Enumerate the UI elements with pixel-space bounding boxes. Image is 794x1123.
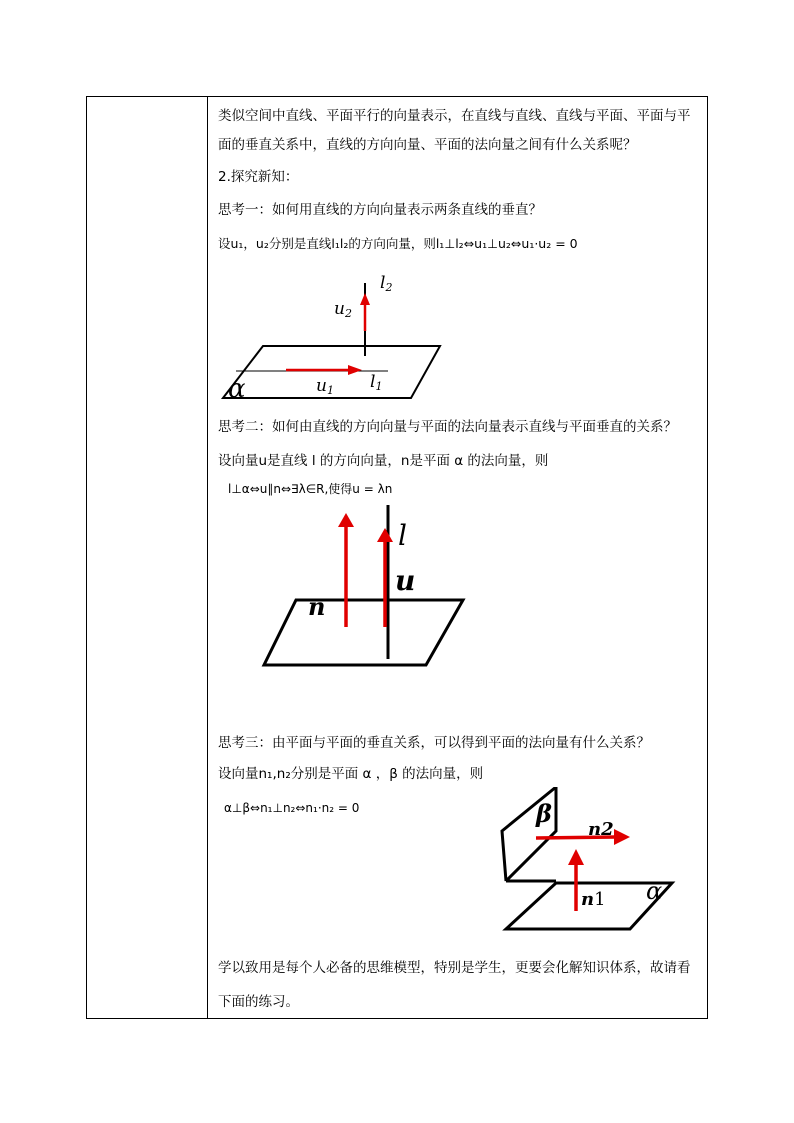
figure-2 [238, 505, 478, 670]
think3-desc: 设向量n₁,n₂分别是平面 α ，β 的法向量，则 [218, 766, 484, 782]
label-beta: β [536, 799, 552, 828]
think1-title: 思考一：如何用直线的方向向量表示两条直线的垂直？ [218, 202, 542, 218]
vector-n1-head [568, 849, 584, 865]
outro-line-2: 下面的练习。 [218, 994, 299, 1010]
lesson-table [86, 96, 708, 1019]
vector-n2-head [614, 829, 630, 845]
label-l1: l1 [370, 372, 383, 393]
think3-title: 思考三：由平面与平面的垂直关系，可以得到平面的法向量有什么关系？ [218, 735, 650, 751]
label-u: u [395, 564, 416, 597]
vector-u1-head [348, 365, 362, 375]
figure-1 [218, 269, 458, 409]
content-cell [218, 97, 704, 1018]
think1-formula: 设u₁，u₂分别是直线l₁l₂的方向向量，则l₁⊥l₂⇔u₁⊥u₂⇔u₁·u₂ = 0 [218, 236, 578, 251]
outro-line-1: 学以致用是每个人必备的思维模型，特别是学生，更要会化解知识体系，故请看 [218, 960, 691, 976]
label-n1: n1 [581, 889, 606, 910]
think3-formula: α⊥β⇔n₁⊥n₂⇔n₁·n₂ = 0 [224, 801, 360, 815]
think2-desc: 设向量u是直线 l 的方向向量，n是平面 α 的法向量，则 [218, 453, 549, 469]
figure-3 [466, 787, 686, 933]
label-l2: l2 [380, 273, 393, 294]
vector-u2-head [360, 293, 370, 305]
label-n2: n2 [588, 819, 614, 840]
label-l: l [398, 519, 407, 552]
section-heading: 2.探究新知： [218, 169, 299, 185]
intro-line-2: 面的垂直关系中，直线的方向向量、平面的法向量之间有什么关系呢？ [218, 137, 637, 153]
label-u1: u1 [316, 376, 334, 397]
label-alpha: α [646, 877, 663, 905]
think2-formula: l⊥α⇔u∥n⇔∃λ∈R,使得u = λn [228, 482, 393, 496]
plane-alpha [264, 600, 463, 665]
column-divider [207, 97, 208, 1018]
label-n: n [308, 592, 326, 621]
label-u2: u2 [334, 299, 352, 320]
label-alpha: α [228, 374, 246, 404]
think2-title: 思考二：如何由直线的方向向量与平面的法向量表示直线与平面垂直的关系？ [218, 419, 677, 435]
intro-line-1: 类似空间中直线、平面平行的向量表示，在直线与直线、直线与平面、平面与平 [218, 108, 691, 124]
vector-n-head [338, 513, 354, 527]
vector-u-head [377, 528, 393, 542]
